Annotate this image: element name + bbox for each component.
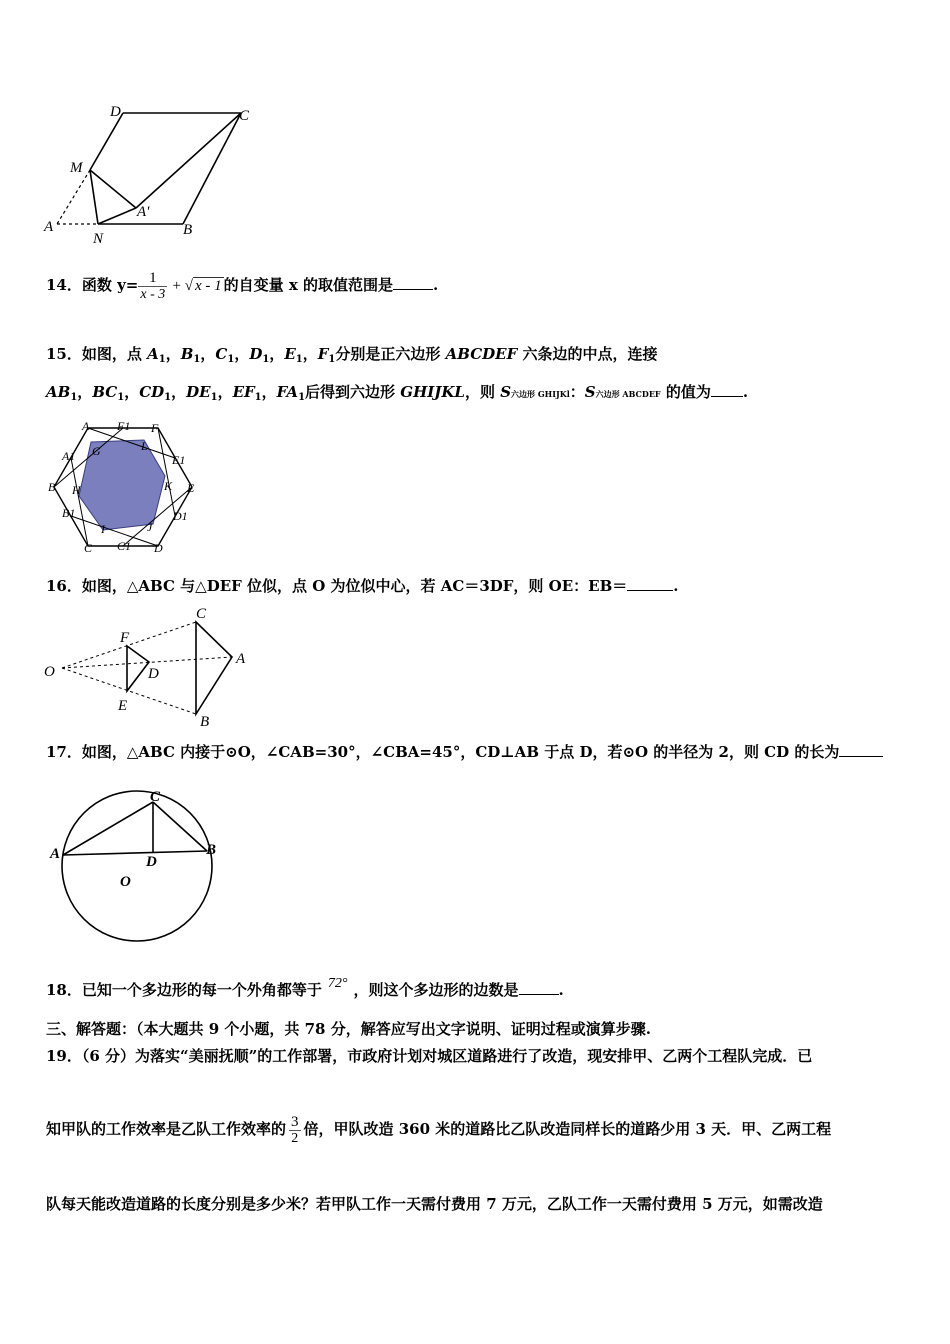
hex-label-E: E: [187, 481, 195, 495]
hex-label-F: F: [151, 421, 159, 435]
question-15-line-2: [46, 382, 748, 408]
figure-hexagon: [44, 418, 204, 560]
q15-point: E: [284, 345, 296, 363]
hex-label-F1: F1: [117, 419, 131, 433]
circle-label-D: D: [146, 854, 157, 870]
q15-text: ，则: [464, 383, 501, 401]
hex-label-L: L: [141, 439, 148, 453]
section-3-heading: [46, 1019, 651, 1039]
q15-text: 的值为: [660, 383, 711, 401]
q15-sub: 1: [298, 392, 306, 403]
q14-sqrt: + √ x - 1: [172, 278, 222, 294]
answer-blank-16[interactable]: [627, 576, 673, 591]
question-19-line-1: [46, 1046, 812, 1066]
q15-sep: ，: [165, 345, 181, 363]
q19-numerator: 3: [291, 1113, 299, 1130]
q15-sub: 1: [328, 354, 336, 365]
sim-label-B: B: [200, 714, 210, 730]
hex-label-D: D: [154, 541, 163, 555]
question-16: [46, 576, 679, 596]
q15-segment: FA: [276, 383, 299, 401]
q19-line-3-text: 队每天能改造道路的长度分别是多少米？若甲队工作一天需付费用 7 万元，乙队工作一天需付费用 5 万元，如需改造: [46, 1195, 823, 1213]
hex-label-C1: C1: [117, 539, 132, 553]
circle-label-A: A: [50, 846, 61, 862]
q18-prefix: 18．已知一个多边形的每一个外角都等于: [46, 981, 322, 999]
q15-segment: DE: [186, 383, 211, 401]
hex-label-D1: D1: [173, 509, 188, 523]
label-N: N: [93, 231, 104, 245]
q15-text: 后得到六边形: [305, 383, 401, 401]
q15-sub: 1: [262, 354, 270, 365]
q14-plus: +: [172, 278, 181, 294]
q14-suffix: 的自变量 x 的取值范围是: [223, 276, 394, 294]
q16-text: 16．如图，△ABC 与△DEF 位似，点 O 为位似中心，若 AC＝3DF，则 OE：EB＝: [46, 577, 628, 595]
q15-sub: 1: [193, 354, 201, 365]
figure-similar-triangles: [40, 604, 260, 732]
figure-parallelogram: [40, 100, 260, 245]
q17-text: 17．如图，△ABC 内接于⊙O，∠CAB=30°，∠CBA=45°，CD⊥AB 于点 D，若⊙O 的半径为 2，则 CD 的长为: [46, 743, 840, 761]
label-A-prime: A': [137, 204, 150, 220]
label-D: D: [110, 104, 121, 120]
q18-suffix: ，则这个多边形的边数是: [353, 981, 519, 999]
sim-label-E: E: [118, 698, 128, 714]
q14-numerator: 1: [149, 269, 157, 286]
hex-label-E1: E1: [172, 453, 186, 467]
label-C: C: [239, 108, 250, 124]
figure-inscribed-triangle: [44, 784, 224, 946]
question-19-line-3: [46, 1194, 823, 1214]
hex-label-K: K: [164, 479, 173, 493]
sim-label-A: A: [236, 651, 246, 667]
q15-inner-hexagon: GHIJKL: [400, 383, 465, 401]
q19-line-1-text: 19．（6 分）为落实“美丽抚顺”的工作部署，市政府计划对城区道路进行了改造，现安排甲、乙两个工程队完成．已: [46, 1047, 813, 1065]
sim-label-O: O: [44, 664, 55, 680]
label-B: B: [183, 222, 193, 238]
q15-sub: 1: [158, 354, 166, 365]
hex-label-I: I: [101, 522, 105, 536]
q18-end: .: [558, 981, 564, 999]
label-A: A: [44, 219, 54, 235]
answer-blank-17[interactable]: [839, 742, 883, 757]
hex-label-B1: B1: [62, 506, 76, 520]
q15-segment: BC: [92, 383, 118, 401]
q15-segment: AB: [46, 383, 71, 401]
circle-label-B: B: [206, 842, 217, 858]
q15-sub: 1: [227, 354, 235, 365]
q15-sub: 1: [210, 392, 218, 403]
q15-area-sub: 六边形 GHIJKl: [511, 389, 570, 399]
label-M: M: [70, 160, 83, 176]
q15-text: 15．如图，点: [46, 345, 148, 363]
q14-prefix: 14．函数 y=: [46, 276, 139, 294]
q15-colon: ：: [569, 383, 585, 401]
q19-denominator: 2: [289, 1130, 301, 1147]
q15-point: F: [317, 345, 329, 363]
q15-sub: 1: [164, 392, 172, 403]
hex-label-G: G: [92, 444, 101, 458]
question-17: [46, 742, 883, 762]
q15-sep: ，: [269, 345, 285, 363]
q15-area-symbol: S: [584, 383, 596, 401]
q15-area-symbol: S: [500, 383, 512, 401]
q14-denominator: x - 3: [140, 286, 166, 302]
question-18: [46, 970, 564, 998]
q15-sep: ，: [171, 383, 187, 401]
hex-label-A1: A1: [62, 449, 76, 463]
q14-fraction: [138, 270, 167, 303]
q15-segment: CD: [139, 383, 165, 401]
hex-label-J: J: [147, 520, 153, 534]
q15-sep: ，: [200, 345, 216, 363]
hex-label-A: A: [82, 419, 90, 433]
q15-text: 六条边的中点，连接: [517, 345, 658, 363]
q19-fraction: [289, 1114, 301, 1147]
q15-point: C: [215, 345, 228, 363]
question-15-line-1: [46, 344, 657, 370]
q15-sep: ，: [124, 383, 140, 401]
q19-line-2-prefix: 知甲队的工作效率是乙队工作效率的: [46, 1120, 287, 1138]
question-14: [46, 262, 438, 308]
q16-end: .: [673, 577, 679, 595]
q15-area-sub: 六边形 ABCDEF: [595, 389, 661, 399]
q14-end: .: [433, 276, 439, 294]
q15-sep: ，: [77, 383, 93, 401]
q15-sep: ，: [217, 383, 233, 401]
sim-label-C: C: [196, 606, 207, 622]
q15-hexagon-name: ABCDEF: [445, 345, 518, 363]
q19-line-2-suffix: 倍，甲队改造 360 米的道路比乙队改造同样长的道路少用 3 天．甲、乙两工程: [303, 1120, 832, 1138]
circle-label-C: C: [150, 789, 161, 805]
answer-blank-14[interactable]: [393, 275, 433, 290]
q14-radicand: x - 1: [194, 278, 222, 294]
q15-sep: ，: [234, 345, 250, 363]
q18-angle: 72°: [327, 976, 348, 991]
sim-label-F: F: [120, 630, 130, 646]
answer-blank-15[interactable]: [711, 382, 743, 397]
q15-segment: EF: [232, 383, 255, 401]
q15-sep: ，: [302, 345, 318, 363]
q15-text: 分别是正六边形: [335, 345, 446, 363]
section-3-text: 三、解答题：（本大题共 9 个小题，共 78 分，解答应写出文字说明、证明过程或演算步骤.: [46, 1020, 651, 1038]
q15-sub: 1: [295, 354, 303, 365]
q15-sep: ，: [261, 383, 277, 401]
q15-point: B: [180, 345, 194, 363]
sim-label-D: D: [148, 666, 159, 682]
hex-label-C: C: [84, 541, 93, 555]
circle-label-O: O: [120, 874, 131, 890]
q15-end: .: [742, 383, 749, 401]
answer-blank-18[interactable]: [519, 980, 559, 995]
q15-point: D: [249, 345, 263, 363]
hex-label-H: H: [72, 483, 81, 497]
q15-point: A: [147, 345, 159, 363]
q15-sub: 1: [117, 392, 125, 403]
hex-label-B: B: [48, 480, 56, 494]
q15-sub: 1: [254, 392, 262, 403]
q15-sub: 1: [70, 392, 78, 403]
question-19-line-2: [46, 1106, 831, 1152]
